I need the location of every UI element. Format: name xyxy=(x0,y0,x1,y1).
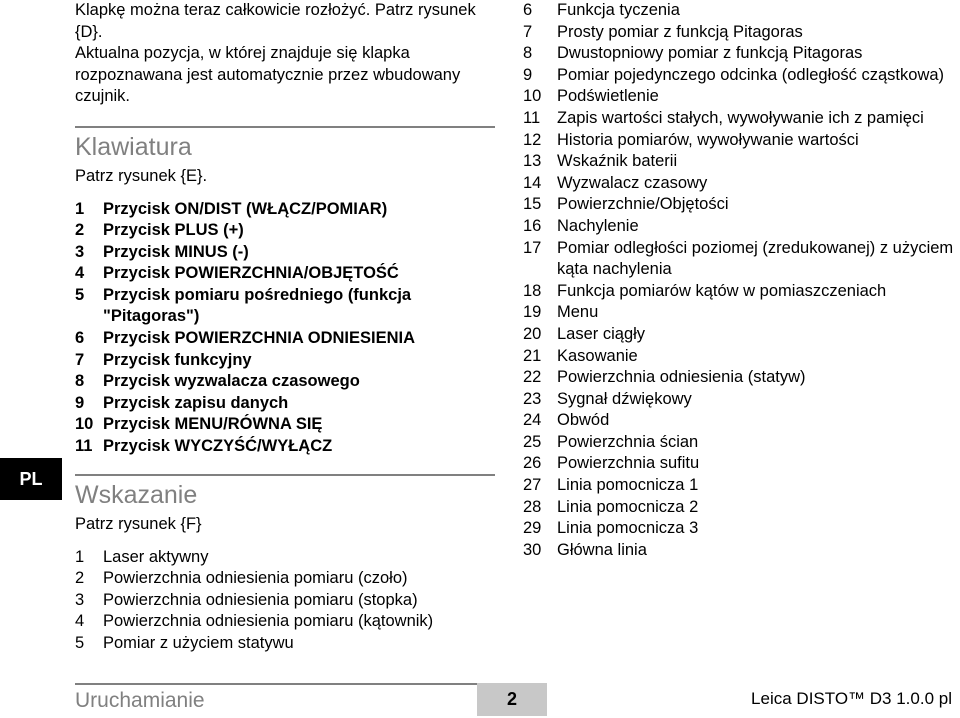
list-item xyxy=(75,199,495,221)
item-text: Główna linia xyxy=(557,540,647,559)
language-tab: PL xyxy=(0,458,62,500)
footer-product-name: Leica DISTO™ D3 1.0.0 pl xyxy=(751,689,952,708)
list-item xyxy=(75,350,495,372)
list-item xyxy=(75,220,495,242)
item-text: Obwód xyxy=(557,411,610,430)
list-item xyxy=(523,302,960,324)
item-text: Powierzchnie/Objętości xyxy=(557,195,729,214)
item-text: Powierzchnia odniesienia pomiaru (czoło) xyxy=(103,569,408,588)
item-number: 20 xyxy=(523,324,542,343)
item-text: Wyzwalacz czasowy xyxy=(557,173,708,192)
item-number: 5 xyxy=(75,634,85,652)
item-number: 10 xyxy=(75,415,94,434)
item-number: 4 xyxy=(75,612,85,631)
list-item xyxy=(523,238,960,281)
list-item xyxy=(75,436,495,458)
display-list-continued xyxy=(523,0,960,561)
list-item xyxy=(75,242,495,264)
item-number: 30 xyxy=(523,540,542,559)
item-number: 6 xyxy=(75,329,85,348)
item-text: Przycisk zapisu danych xyxy=(103,393,289,412)
list-item xyxy=(75,263,495,285)
item-text: Przycisk POWIERZCHNIA ODNIESIENIA xyxy=(103,329,416,348)
list-item xyxy=(523,367,960,389)
list-item xyxy=(75,393,495,415)
item-text: Przycisk funkcyjny xyxy=(103,350,252,369)
item-number: 26 xyxy=(523,454,542,473)
item-text: Pomiar pojedynczego odcinka (odległość cząstkowa) xyxy=(557,65,945,84)
item-text: Przycisk ON/DIST (WŁĄCZ/POMIAR) xyxy=(103,199,388,218)
item-number: 28 xyxy=(523,497,542,516)
item-text: Nachylenie xyxy=(557,216,639,235)
list-item xyxy=(523,475,960,497)
list-item xyxy=(523,130,960,152)
item-number: 2 xyxy=(75,569,85,588)
list-item xyxy=(75,285,495,328)
item-text: Powierzchnia odniesienia pomiaru (stopka) xyxy=(103,590,418,609)
item-number: 9 xyxy=(75,393,85,412)
item-number: 13 xyxy=(523,152,542,171)
list-item xyxy=(75,414,495,436)
list-item xyxy=(523,540,960,562)
item-number: 25 xyxy=(523,432,542,451)
item-text: Historia pomiarów, wywoływanie wartości xyxy=(557,130,859,149)
keyboard-list xyxy=(75,199,495,458)
item-text: Przycisk MENU/RÓWNA SIĘ xyxy=(103,415,323,434)
list-item xyxy=(75,611,495,633)
list-item xyxy=(523,410,960,432)
item-number: 12 xyxy=(523,130,542,149)
item-number: 14 xyxy=(523,173,542,192)
list-item xyxy=(75,371,495,393)
list-item xyxy=(523,151,960,173)
list-item xyxy=(523,86,960,108)
item-text: Powierzchnia odniesienia (statyw) xyxy=(557,368,806,387)
item-text: Linia pomocnicza 2 xyxy=(557,497,699,516)
item-number: 15 xyxy=(523,195,542,214)
item-number: 29 xyxy=(523,519,542,538)
item-number: 7 xyxy=(523,22,533,41)
footer-section-title: Uruchamianie xyxy=(75,683,495,716)
item-number: 22 xyxy=(523,368,542,387)
list-item xyxy=(75,633,495,655)
item-text: Pomiar odległości poziomej (zredukowanej) z użyciem kąta nachylenia xyxy=(557,238,954,279)
item-text: Dwustopniowy pomiar z funkcją Pitagoras xyxy=(557,44,863,63)
left-column xyxy=(75,0,495,655)
display-list xyxy=(75,547,495,655)
item-number: 11 xyxy=(523,108,541,127)
item-text: Linia pomocnicza 3 xyxy=(557,519,699,538)
item-number: 8 xyxy=(75,372,85,391)
item-text: Przycisk pomiaru pośredniego (funkcja "Pitagoras") xyxy=(103,285,412,326)
display-heading: Wskazanie xyxy=(75,474,495,510)
display-figure-ref: Patrz rysunek {F} xyxy=(75,514,202,533)
item-number: 3 xyxy=(75,590,85,609)
list-item xyxy=(523,216,960,238)
list-item xyxy=(523,22,960,44)
item-number: 18 xyxy=(523,281,542,300)
list-item xyxy=(523,281,960,303)
item-number: 24 xyxy=(523,411,542,430)
item-text: Laser ciągły xyxy=(557,324,646,343)
item-text: Sygnał dźwiękowy xyxy=(557,389,692,408)
item-number: 8 xyxy=(523,44,533,63)
list-item xyxy=(75,547,495,569)
item-number: 1 xyxy=(75,199,85,218)
page-footer xyxy=(0,683,960,718)
item-text: Przycisk PLUS (+) xyxy=(103,221,244,240)
item-number: 7 xyxy=(75,350,85,369)
list-item xyxy=(523,453,960,475)
keyboard-heading: Klawiatura xyxy=(75,126,495,162)
item-text: Powierzchnia ścian xyxy=(557,432,699,451)
item-text: Przycisk POWIERZCHNIA/OBJĘTOŚĆ xyxy=(103,264,399,283)
item-text: Pomiar z użyciem statywu xyxy=(103,634,294,652)
item-text: Przycisk WYCZYŚĆ/WYŁĄCZ xyxy=(103,437,333,456)
list-item xyxy=(523,65,960,87)
intro-text-2: Aktualna pozycja, w której znajduje się klapka rozpoznawana jest automatycznie przez wbudowany czujnik. xyxy=(75,44,461,105)
item-number: 11 xyxy=(75,437,93,456)
item-number: 5 xyxy=(75,285,85,304)
item-text: Kasowanie xyxy=(557,346,638,365)
item-number: 6 xyxy=(523,1,533,19)
keyboard-figure-ref: Patrz rysunek {E}. xyxy=(75,166,208,185)
list-item xyxy=(75,328,495,350)
item-text: Funkcja tyczenia xyxy=(557,1,680,19)
item-number: 10 xyxy=(523,87,542,106)
right-column xyxy=(523,0,960,561)
list-item xyxy=(523,324,960,346)
item-number: 16 xyxy=(523,216,542,235)
list-item xyxy=(523,432,960,454)
list-item xyxy=(523,518,960,540)
list-item xyxy=(523,173,960,195)
item-text: Powierzchnia sufitu xyxy=(557,454,700,473)
item-number: 2 xyxy=(75,221,85,240)
item-text: Funkcja pomiarów kątów w pomiaszczeniach xyxy=(557,281,887,300)
item-number: 17 xyxy=(523,238,542,257)
item-number: 23 xyxy=(523,389,542,408)
item-number: 19 xyxy=(523,303,542,322)
list-item xyxy=(523,194,960,216)
list-item xyxy=(523,346,960,368)
item-text: Powierzchnia odniesienia pomiaru (kątownik) xyxy=(103,612,434,631)
item-number: 4 xyxy=(75,264,85,283)
item-number: 21 xyxy=(523,346,542,365)
item-text: Menu xyxy=(557,303,599,322)
page-number: 2 xyxy=(477,683,547,716)
item-number: 9 xyxy=(523,65,533,84)
item-text: Laser aktywny xyxy=(103,547,209,566)
item-text: Zapis wartości stałych, wywoływanie ich z pamięci xyxy=(557,108,924,127)
list-item xyxy=(75,568,495,590)
item-text: Podświetlenie xyxy=(557,87,659,106)
intro-text-1: Klapkę można teraz całkowicie rozłożyć. Patrz rysunek {D}. xyxy=(75,1,476,41)
list-item xyxy=(523,497,960,519)
list-item xyxy=(523,389,960,411)
item-number: 27 xyxy=(523,476,542,495)
list-item xyxy=(75,590,495,612)
list-item xyxy=(523,0,960,22)
list-item xyxy=(523,43,960,65)
list-item xyxy=(523,108,960,130)
item-text: Wskaźnik baterii xyxy=(557,152,678,171)
item-text: Przycisk wyzwalacza czasowego xyxy=(103,372,360,391)
item-text: Prosty pomiar z funkcją Pitagoras xyxy=(557,22,803,41)
item-number: 1 xyxy=(75,547,85,566)
item-number: 3 xyxy=(75,242,85,261)
item-text: Przycisk MINUS (-) xyxy=(103,242,249,261)
item-text: Linia pomocnicza 1 xyxy=(557,476,699,495)
